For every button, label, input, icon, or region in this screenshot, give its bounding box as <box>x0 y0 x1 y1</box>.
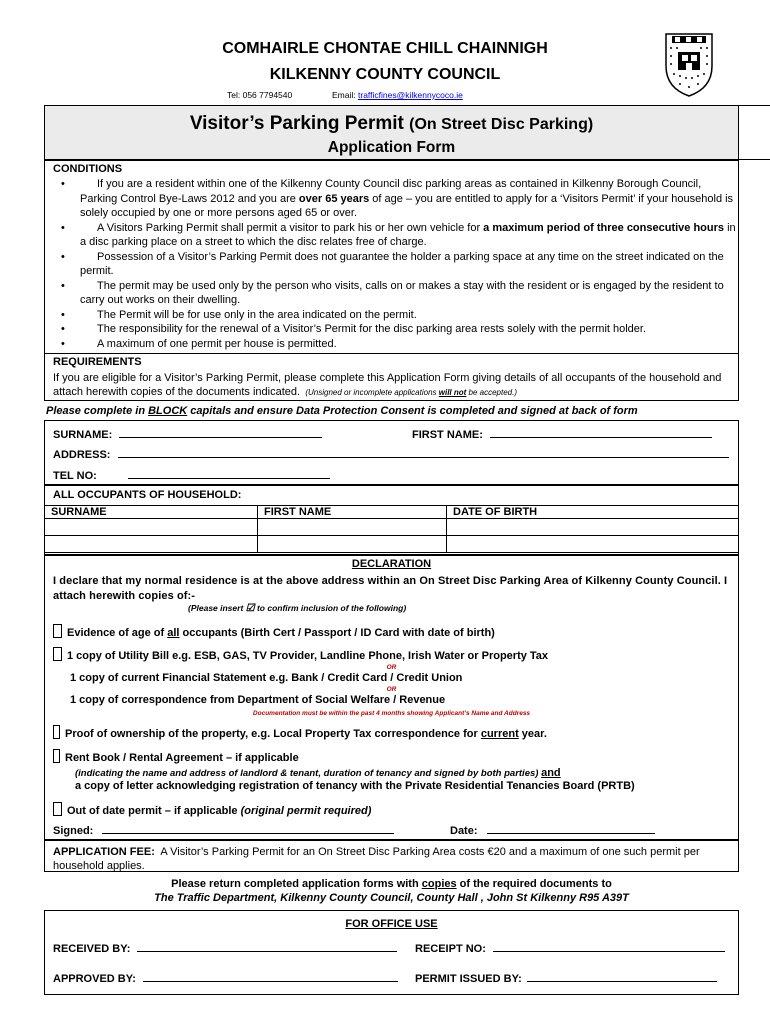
receipt-no-row: RECEIPT NO: <box>415 941 725 955</box>
col-surname: SURNAME <box>45 506 258 519</box>
office-use-heading: FOR OFFICE USE <box>345 918 438 930</box>
firstname-field[interactable] <box>490 427 712 438</box>
col-firstname: FIRST NAME <box>258 506 447 519</box>
address-field[interactable] <box>118 447 729 458</box>
col-dob: DATE OF BIRTH <box>447 506 739 519</box>
form-title-main: Visitor’s Parking Permit <box>189 113 404 134</box>
title-rule <box>739 105 770 106</box>
prtb-item: a copy of letter acknowledging registration of tenancy with the Private Residential Tenancies Board (PRTB) <box>75 780 635 792</box>
receipt-no-field[interactable] <box>493 941 725 952</box>
table-row <box>45 536 739 553</box>
address-row: ADDRESS: <box>53 447 729 461</box>
occupant-surname-cell[interactable] <box>45 536 258 553</box>
ownership-checkbox[interactable] <box>53 725 60 739</box>
email-label: Email: <box>332 90 356 100</box>
condition-item: • Possession of a Visitor’s Parking Permit does not guarantee the holder a parking space at any time on the street indicated on the permit. <box>61 250 724 277</box>
evidence-age-item: Evidence of age of all occupants (Birth Cert / Passport / ID Card with date of birth) <box>53 624 495 639</box>
occupant-surname-cell[interactable] <box>45 519 258 536</box>
rent-book-item: Rent Book / Rental Agreement – if applicable <box>53 749 299 764</box>
condition-item: • The responsibility for the renewal of a Visitor’s Permit for the disc parking area rests solely with the permit holder. <box>61 323 647 335</box>
documentation-note: Documentation must be within the past 4 months showing Applicant’s Name and Address <box>252 710 531 717</box>
utility-bill-item: 1 copy of Utility Bill e.g. ESB, GAS, TV Provider, Landline Phone, Irish Water or Property Tax <box>53 647 548 662</box>
firstname-row: FIRST NAME: <box>412 427 712 441</box>
occupant-dob-cell[interactable] <box>447 536 739 553</box>
header-email-row <box>332 90 463 100</box>
permit-issued-row: PERMIT ISSUED BY: <box>415 971 717 985</box>
condition-item: • A Visitors Parking Permit shall permit a visitor to park his or her own vehicle for a maximum period of three consecutive hours in a disc parking place on a street to which the disc relates free of charge. <box>61 221 736 248</box>
ownership-item: Proof of ownership of the property, e.g. Local Property Tax correspondence for current year. <box>53 725 547 740</box>
utility-bill-checkbox[interactable] <box>53 647 62 661</box>
condition-item: • The Permit will be for use only in the area indicated on the permit. <box>61 308 417 321</box>
return-line-1: Please return completed application forms with copies of the required documents to <box>171 878 612 890</box>
county-crest-icon <box>660 30 718 98</box>
or-separator: OR <box>386 686 397 693</box>
date-row: Date: <box>450 823 655 837</box>
form-title-paren: (On Street Disc Parking) <box>409 116 594 133</box>
conditions-list <box>50 177 738 351</box>
header-tel: Tel: 056 7794540 <box>227 90 293 100</box>
signed-row: Signed: <box>53 823 394 837</box>
approved-by-field[interactable] <box>143 971 398 982</box>
requirements-heading: REQUIREMENTS <box>53 356 142 368</box>
table-row <box>45 519 739 536</box>
outdated-permit-checkbox[interactable] <box>53 802 62 816</box>
received-by-row: RECEIVED BY: <box>53 941 397 955</box>
conditions-heading: CONDITIONS <box>53 163 123 175</box>
or-separator: OR <box>386 664 397 671</box>
form-subtitle: Application Form <box>327 139 456 156</box>
conditions-divider <box>44 353 739 354</box>
outdated-permit-item: Out of date permit – if applicable (original permit required) <box>53 802 371 817</box>
declaration-heading: DECLARATION <box>351 558 432 570</box>
date-field[interactable] <box>487 823 655 834</box>
approved-by-row: APPROVED BY: <box>53 971 398 985</box>
signature-field[interactable] <box>102 823 394 834</box>
evidence-age-checkbox[interactable] <box>53 624 62 638</box>
return-address: The Traffic Department, Kilkenny County Council, County Hall , John St Kilkenny R95 A39T <box>154 892 629 904</box>
email-link[interactable]: trafficfines@kilkennycoco.ie <box>358 90 463 100</box>
financial-statement-item: 1 copy of current Financial Statement e.g. Bank / Credit Card / Credit Union <box>70 672 463 684</box>
requirements-text: If you are eligible for a Visitor’s Parking Permit, please complete this Application Form giving details of all occupants of the household and attach herewith copies of the documents indicated. (Unsigned or incomplete applications will not be accepted.) <box>53 372 722 398</box>
condition-item: • The permit may be used only by the person who visits, calls on or makes a stay with the resident or is engaged by the resident to carry out works on their dwelling. <box>61 279 724 306</box>
org-name-irish: COMHAIRLE CHONTAE CHILL CHAINNIGH <box>222 40 548 57</box>
tel-field[interactable] <box>128 468 330 479</box>
surname-row: SURNAME: <box>53 427 322 441</box>
occupant-dob-cell[interactable] <box>447 519 739 536</box>
surname-field[interactable] <box>119 427 322 438</box>
occupants-table <box>44 505 739 553</box>
rent-book-checkbox[interactable] <box>53 749 60 763</box>
condition-item: • If you are a resident within one of the Kilkenny County Council disc parking areas as contained in Kilkenny Borough Council, Parking Control Bye-Laws 2012 and you are over 65 years of age – you are entitled to apply for a ‘Visitors Permit’ if your household is solely occupied by one or more persons aged 65 or over. <box>61 178 734 219</box>
permit-issued-field[interactable] <box>527 971 717 982</box>
rent-note: (indicating the name and address of landlord & tenant, duration of tenancy and signed by both parties) and <box>75 767 561 779</box>
condition-item: • A maximum of one permit per house is permitted. <box>61 337 337 350</box>
block-capitals-instruction: Please complete in BLOCK capitals and ensure Data Protection Consent is completed and signed at back of form <box>46 405 638 417</box>
insert-tick-note: (Please insert ☑ to confirm inclusion of the following) <box>188 603 407 614</box>
declaration-text: I declare that my normal residence is at the above address within an On Street Disc Parking Area of Kilkenny County Council. I attach herewith copies of:- <box>53 575 728 602</box>
title-rule-bottom <box>739 159 770 160</box>
org-name-english: KILKENNY COUNTY COUNCIL <box>269 66 501 83</box>
occupant-firstname-cell[interactable] <box>258 536 447 553</box>
occupant-firstname-cell[interactable] <box>258 519 447 536</box>
tel-row: TEL NO: <box>53 468 330 482</box>
form-title <box>44 113 739 135</box>
occupants-heading: ALL OCCUPANTS OF HOUSEHOLD: <box>53 489 242 501</box>
table-header-row <box>45 506 739 519</box>
application-fee: APPLICATION FEE: A Visitor’s Parking Permit for an On Street Disc Parking Area costs €20 and a maximum of one such permit per household applies. <box>53 846 700 872</box>
welfare-item: 1 copy of correspondence from Department of Social Welfare / Revenue <box>70 694 446 706</box>
checked-box-icon: ☑ <box>245 603 255 614</box>
received-by-field[interactable] <box>137 941 397 952</box>
